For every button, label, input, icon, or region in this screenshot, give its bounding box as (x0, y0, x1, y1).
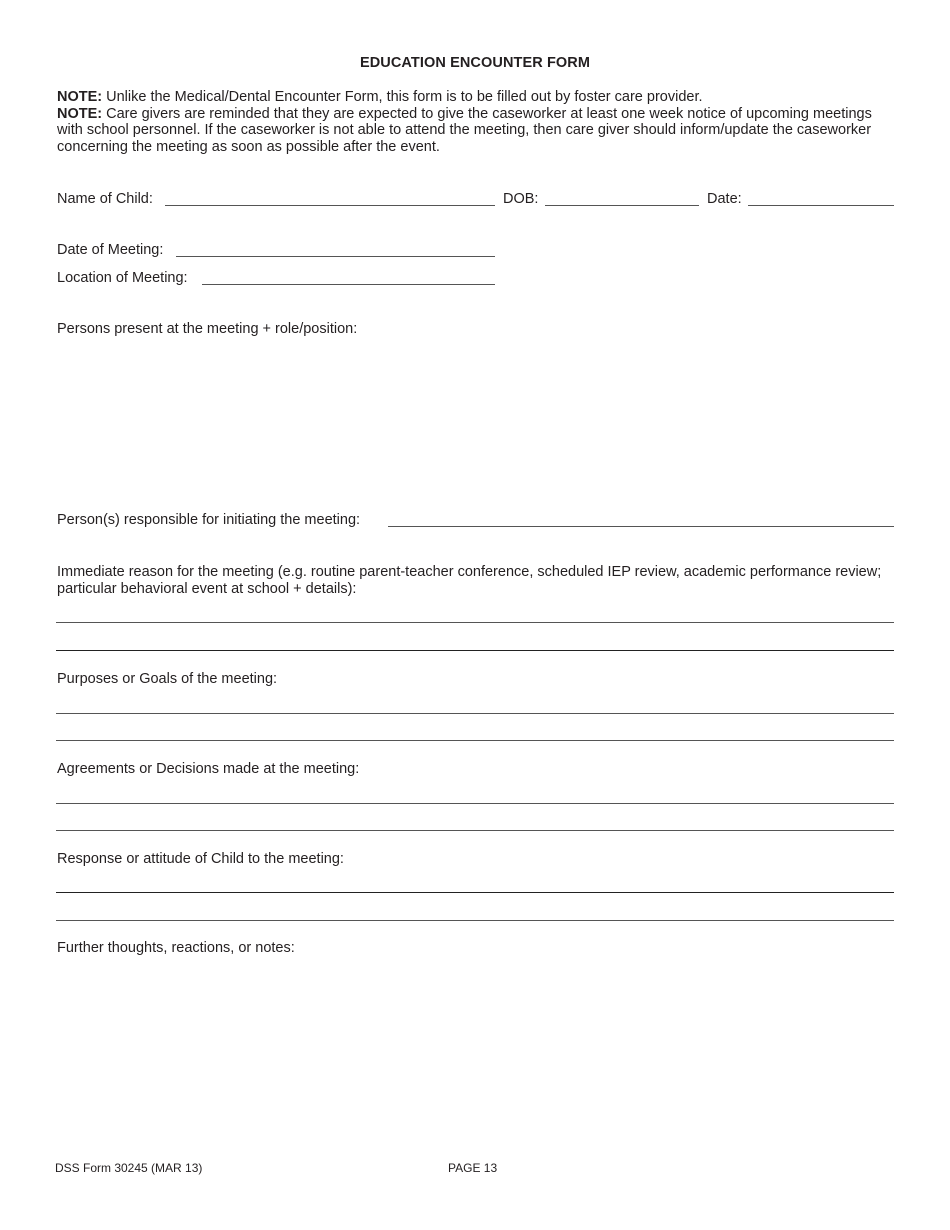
persons-present-area[interactable] (56, 342, 894, 497)
response-line-2[interactable] (56, 920, 894, 921)
immediate-reason-line-2[interactable] (56, 650, 894, 651)
response-label: Response or attitude of Child to the meeting: (57, 851, 344, 867)
agreements-line-2[interactable] (56, 830, 894, 831)
immediate-reason-line-1[interactable] (56, 622, 894, 623)
agreements-line-1[interactable] (56, 803, 894, 804)
persons-responsible-field[interactable] (388, 526, 894, 527)
purposes-line-1[interactable] (56, 713, 894, 714)
dob-field[interactable] (545, 205, 699, 206)
note-1: NOTE: Unlike the Medical/Dental Encounter Form, this form is to be filled out by foster care provider. (57, 89, 703, 105)
note-2: NOTE: Care givers are reminded that they are expected to give the caseworker at least one week notice of upcoming meetings with school personnel. If the caseworker is not able to attend the meeting, then care giver should inform/update the caseworker concerning the meeting as soon as possible after the event. (57, 105, 872, 155)
form-number: DSS Form 30245 (MAR 13) (55, 1161, 203, 1175)
persons-present-label: Persons present at the meeting + role/position: (57, 321, 358, 337)
date-of-meeting-label: Date of Meeting: (57, 242, 164, 258)
further-notes-area[interactable] (56, 962, 894, 1142)
response-line-1[interactable] (56, 892, 894, 893)
name-of-child-field[interactable] (165, 205, 495, 206)
form-title: EDUCATION ENCOUNTER FORM (359, 55, 591, 71)
page-number: PAGE 13 (448, 1161, 498, 1175)
date-of-meeting-field[interactable] (176, 256, 495, 257)
persons-responsible-label: Person(s) responsible for initiating the meeting: (57, 512, 361, 528)
date-label: Date: (707, 191, 742, 207)
purposes-line-2[interactable] (56, 740, 894, 741)
further-notes-label: Further thoughts, reactions, or notes: (57, 940, 295, 956)
location-of-meeting-field[interactable] (202, 284, 495, 285)
dob-label: DOB: (503, 191, 539, 207)
date-field[interactable] (748, 205, 894, 206)
name-of-child-label: Name of Child: (57, 191, 153, 207)
immediate-reason-label: Immediate reason for the meeting (e.g. routine parent-teacher conference, scheduled IEP review, academic performance review; particular behavioral event at school + details): (57, 564, 882, 597)
purposes-label: Purposes or Goals of the meeting: (57, 671, 278, 687)
notes-block (57, 89, 897, 155)
agreements-label: Agreements or Decisions made at the meeting: (57, 761, 360, 777)
location-of-meeting-label: Location of Meeting: (57, 270, 188, 286)
